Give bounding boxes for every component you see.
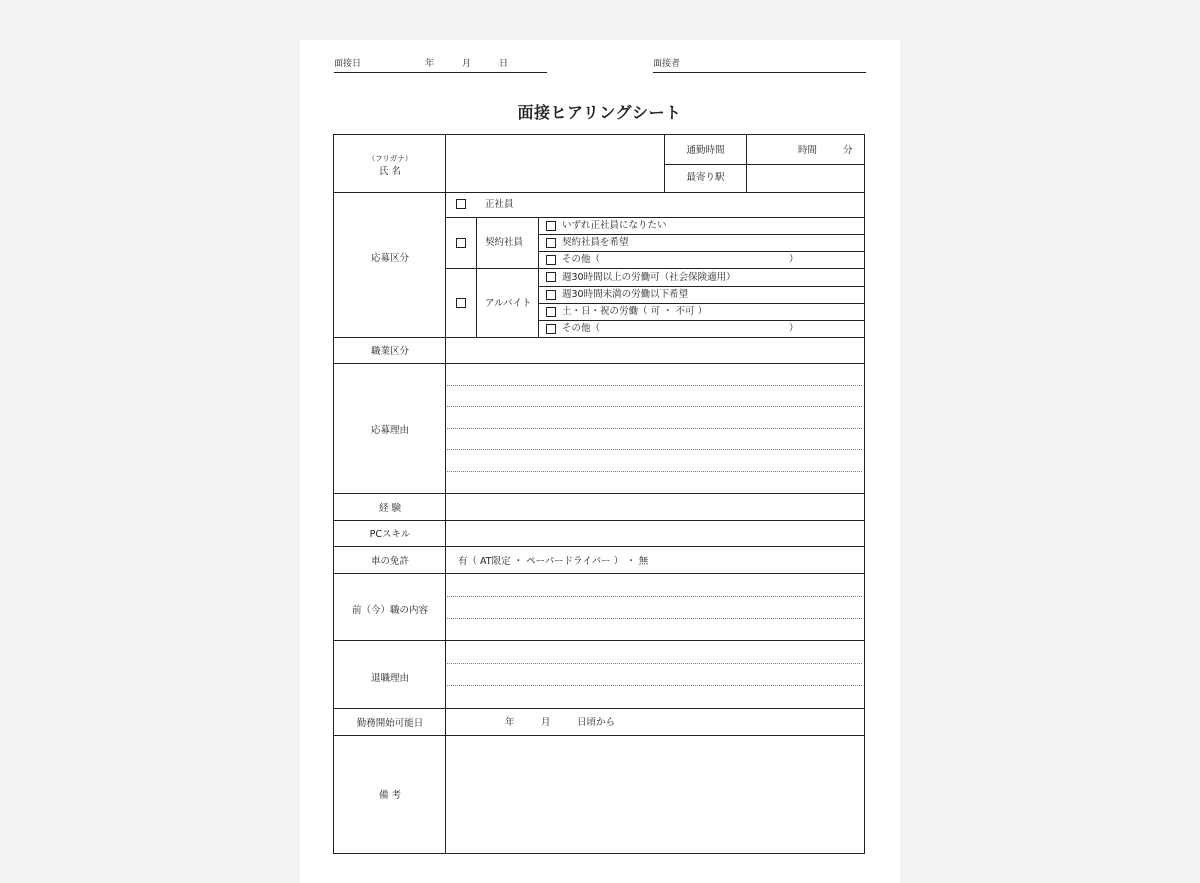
divider [334, 546, 865, 547]
commute-label: 通勤時間 [686, 145, 725, 156]
seishain-label: 正社員 [485, 199, 514, 210]
arubaito-option-checkbox[interactable] [546, 324, 556, 334]
day-label: 日 [499, 59, 509, 69]
keiyaku-option-checkbox[interactable] [546, 255, 556, 265]
divider [334, 708, 865, 709]
writing-line [447, 428, 862, 429]
writing-line [447, 618, 862, 619]
keiyaku-option: 契約社員を希望 [562, 237, 629, 248]
year-label: 年 [425, 59, 435, 69]
column-divider [746, 135, 747, 192]
experience-label: 経 験 [378, 503, 402, 514]
divider [334, 337, 865, 338]
application-label: 応募区分 [370, 253, 409, 264]
seishain-checkbox[interactable] [456, 199, 466, 209]
start-date-label: 勤務開始可能日 [356, 718, 424, 729]
column-divider [538, 217, 539, 337]
arubaito-label: アルバイト [485, 298, 532, 309]
keiyaku-option-checkbox[interactable] [546, 238, 556, 248]
divider [538, 286, 865, 287]
divider [334, 363, 865, 364]
interviewer-line[interactable] [653, 58, 866, 73]
arubaito-option-checkbox[interactable] [546, 290, 556, 300]
close-paren: ） [789, 323, 799, 334]
keiyaku-option-checkbox[interactable] [546, 221, 556, 231]
start-year: 年 [505, 717, 515, 728]
station-label: 最寄り駅 [686, 172, 725, 183]
keiyaku-label: 契約社員 [485, 237, 524, 248]
month-label: 月 [462, 59, 472, 69]
writing-line [447, 685, 862, 686]
interviewer-label: 面接者 [653, 59, 681, 69]
arubaito-option-checkbox[interactable] [546, 307, 556, 317]
interview-date-line[interactable] [334, 58, 547, 73]
divider [334, 735, 865, 736]
start-month: 月 [541, 717, 551, 728]
hearing-form [333, 134, 865, 854]
arubaito-option: 週30時間以上の労働可（社会保険適用） [562, 272, 736, 283]
writing-line [447, 596, 862, 597]
furigana-label: （フリガナ） [367, 154, 413, 163]
divider [538, 251, 865, 252]
writing-line [447, 449, 862, 450]
arubaito-option: 土・日・祝の労働（ 可 ・ 不可 ） [562, 306, 708, 317]
divider [334, 520, 865, 521]
divider [538, 320, 865, 321]
pc-skill-label: PCスキル [369, 529, 411, 540]
writing-line [447, 471, 862, 472]
minutes-label: 分 [843, 145, 853, 156]
writing-line [447, 663, 862, 664]
keiyaku-checkbox[interactable] [456, 238, 466, 248]
column-divider [445, 135, 446, 854]
keiyaku-option: いずれ正社員になりたい [562, 220, 667, 231]
divider [334, 640, 865, 641]
page-title: 面接ヒアリングシート [517, 103, 682, 122]
remarks-label: 備 考 [378, 790, 402, 801]
divider [334, 493, 865, 494]
divider [446, 268, 865, 269]
reason-label: 応募理由 [370, 425, 409, 436]
name-label: 氏 名 [378, 166, 402, 177]
job-category-label: 職業区分 [370, 346, 409, 357]
arubaito-option-checkbox[interactable] [546, 272, 556, 282]
column-divider [476, 217, 477, 337]
arubaito-checkbox[interactable] [456, 298, 466, 308]
keiyaku-option: その他（ [562, 254, 601, 265]
license-value[interactable]: 有（ AT限定 ・ ペーパードライバー ） ・ 無 [458, 556, 649, 567]
arubaito-option: 週30時間未満の労働以下希望 [562, 289, 689, 300]
close-paren: ） [789, 254, 799, 265]
divider [334, 192, 865, 193]
divider [665, 164, 865, 165]
divider [446, 217, 865, 218]
interview-date-label: 面接日 [334, 59, 362, 69]
divider [538, 303, 865, 304]
license-label: 車の免許 [370, 556, 409, 567]
previous-job-label: 前（今）職の内容 [351, 605, 428, 616]
divider [538, 234, 865, 235]
hours-label: 時間 [798, 145, 818, 156]
start-day: 日頃から [577, 717, 616, 728]
arubaito-option: その他（ [562, 323, 601, 334]
writing-line [447, 385, 862, 386]
writing-line [447, 406, 862, 407]
divider [334, 573, 865, 574]
leave-reason-label: 退職理由 [370, 673, 409, 684]
name-field[interactable] [447, 137, 663, 190]
